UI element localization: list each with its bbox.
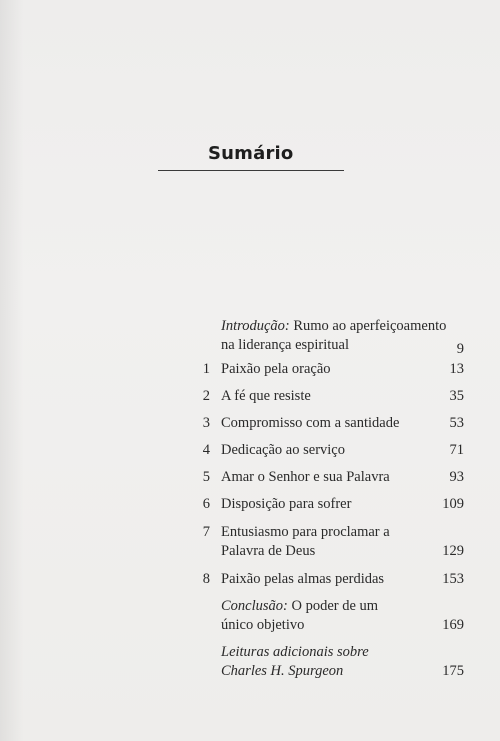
entry-page-number: 175	[442, 663, 464, 679]
entry-title: Dedicação ao serviço	[221, 442, 345, 458]
entry-title: Paixão pelas almas perdidas	[221, 571, 385, 587]
entry-title: A fé que resiste	[221, 388, 311, 404]
page-title: Sumário	[208, 143, 294, 164]
chapter-number: 7	[202, 524, 210, 540]
chapter-number: 6	[202, 496, 210, 512]
toc-entry-further-reading	[0, 644, 500, 684]
entry-line-2: Charles H. Spurgeon	[221, 663, 344, 679]
entry-line-2: Palavra de Deus	[221, 543, 316, 559]
entry-title: Paixão pela oração	[221, 361, 331, 377]
entry-page-number: 129	[442, 543, 464, 559]
chapter-number: 1	[202, 361, 210, 377]
entry-line-2: único objetivo	[221, 617, 305, 633]
entry-page-number: 35	[449, 388, 464, 404]
entry-line-1: Leituras adicionais sobre	[221, 644, 369, 660]
chapter-number: 5	[202, 469, 210, 485]
entry-line-1: Entusiasmo para proclamar a	[221, 524, 390, 540]
entry-line-1	[221, 318, 446, 335]
entry-page-number: 71	[449, 442, 464, 458]
entry-title: Compromisso com a santidade	[221, 415, 400, 431]
entry-title: Amar o Senhor e sua Palavra	[221, 469, 390, 485]
entry-title: Rumo ao aperfeiçoamento	[293, 318, 447, 334]
entry-page-number: 169	[442, 617, 464, 633]
chapter-number: 2	[202, 388, 210, 404]
entry-page-number: 93	[449, 469, 464, 485]
entry-prefix: Introdução:	[221, 318, 290, 334]
entry-line-2: na liderança espiritual	[221, 337, 350, 353]
toc-entry-introduction	[0, 318, 500, 358]
entry-title: O poder de um	[291, 598, 379, 614]
chapter-number: 3	[202, 415, 210, 431]
toc-entry-chapter-7	[0, 524, 500, 564]
entry-prefix: Conclusão:	[221, 598, 288, 614]
entry-page-number: 13	[449, 361, 464, 377]
entry-page-number: 9	[456, 341, 464, 357]
entry-page-number: 109	[442, 496, 464, 512]
toc-entry-conclusion	[0, 598, 500, 638]
entry-title: Disposição para sofrer	[221, 496, 352, 512]
entry-page-number: 153	[442, 571, 464, 587]
entry-line-1	[221, 598, 378, 615]
chapter-number: 4	[202, 442, 210, 458]
entry-page-number: 53	[449, 415, 464, 431]
chapter-number: 8	[202, 571, 210, 587]
